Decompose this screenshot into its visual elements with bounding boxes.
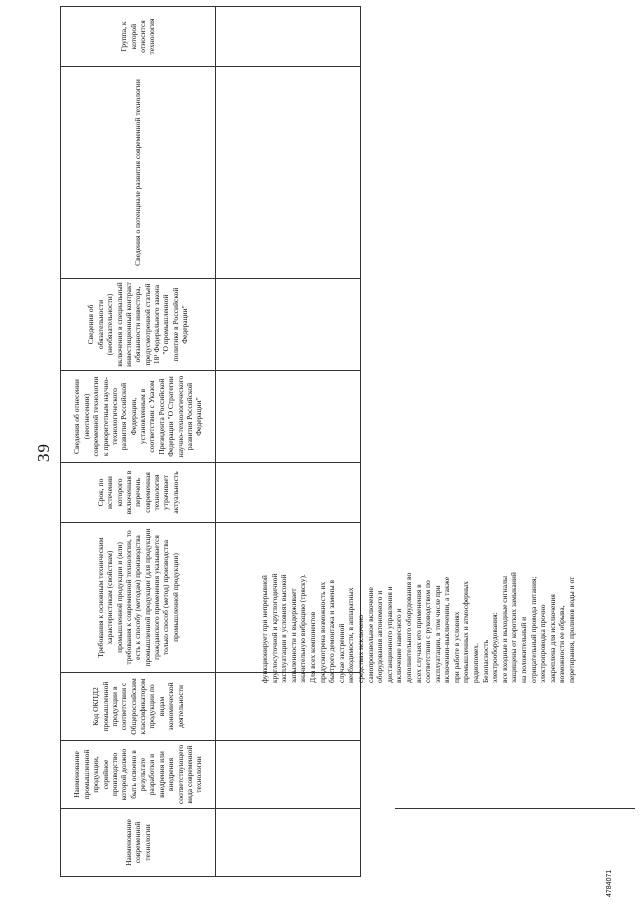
text-line: быстрого демонтажа и замены в <box>327 579 337 683</box>
text-line: Для всех компонентов <box>307 611 317 683</box>
text-line: отрицательный провода питания; <box>528 576 538 683</box>
text-line: самопроизвольное включение <box>365 587 375 683</box>
page-number: 39 <box>34 443 53 462</box>
table-cell <box>216 67 361 279</box>
text-line: Безопасность <box>480 639 490 683</box>
column-divider-line <box>395 808 635 809</box>
header-technical-requirements: Требования к основным техническим характеристикам (свойствам) промышленной продукции и (или) требования к современной технологии, то есть к способу (методам) производства промышленной продукции (для продукции гражданского применения указывается только способ (метод) производства промышленной продукции) <box>61 523 216 673</box>
table-cell <box>216 741 361 809</box>
text-line: включении-выключении, а также <box>442 576 452 683</box>
text-line: на положительный и <box>519 616 529 683</box>
text-line: все входные и выходные сигналы <box>499 576 509 683</box>
header-priority-directions: Сведения об отнесении (неотнесении) современной технологии к приоритетным научно-технологического развития Российской Федерации, установленным в соответствии с Указом Президента Российской Федерации "О Стратегии научно-технологического развития Российской Федерации" <box>61 371 216 463</box>
text-line: включение навесного и <box>394 608 404 683</box>
text-line: круглосуточной и круглогодичной <box>269 573 279 683</box>
table-cell <box>216 7 361 67</box>
text-line: эксплуатации в условиях высокой <box>279 574 289 683</box>
table-cell <box>216 279 361 371</box>
text-line: закреплена для исключения <box>547 594 557 683</box>
header-product-name: Наименование промышленной продукции, серийное производство которой должно быть освоено в результате разработки и внедрения или внедрения соответствующего вида современной технологии <box>61 741 216 809</box>
text-line: электрооборудования: <box>490 612 500 683</box>
table-row <box>216 7 361 877</box>
text-line: случае экстренной <box>336 623 346 683</box>
text-line: радиопомех. <box>471 643 481 683</box>
text-line: необходимости, в аппаратных <box>346 587 356 683</box>
text-line: эксплуатации, в том числе при <box>432 585 442 683</box>
text-line: соответствии с руководством по <box>423 580 433 683</box>
text-line: функционирует при непрерывной <box>260 575 269 683</box>
header-technology-name: Наименование современной технологии <box>61 809 216 877</box>
header-relevance-term: Срок, по истечении которого включенная в перечень современная технология утрачивает актуальность <box>61 463 216 523</box>
header-technology-group: Группа, к которой относится технология <box>61 7 216 67</box>
text-line: всех случаях его применения в <box>413 584 423 683</box>
header-investor-obligation: Сведения об обязательности (необязательности) включения в специальный инвестиционный контракт обязанности инвестора, предусмотренной статьей 18¹ Федерального закона "О промышленной политике в Российской Федерации" <box>61 279 216 371</box>
header-okpd2-code: Код ОКПД2 промышленной продукции в соответствии с Общероссийским классификатором продукции по видам экономической деятельности <box>61 673 216 741</box>
text-line: дистанционного управления и <box>384 586 394 683</box>
text-line: перетирания, проливов воды и от <box>567 576 576 683</box>
text-line: средствах исключено <box>355 614 365 683</box>
text-line: промышленных и атмосферных <box>461 581 471 683</box>
text-line: при работе в условиях <box>451 611 461 683</box>
table-cell <box>216 371 361 463</box>
text-line: возможности ее обрыва, <box>557 605 567 683</box>
document-code: 4784071 <box>606 869 613 897</box>
text-line: защищены от коротких замыканий <box>509 572 519 683</box>
technology-table <box>60 6 361 877</box>
text-line: дополнительного оборудования во <box>403 572 413 683</box>
text-line: электропроводка прочно <box>538 604 548 683</box>
continuation-text <box>260 483 577 683</box>
text-line: запыленности и выдерживает <box>288 588 298 683</box>
text-line: предусмотрена возможность их <box>317 581 327 683</box>
text-line: значительную вибрацию (тряску). <box>298 574 308 683</box>
table-cell <box>216 809 361 877</box>
header-development-potential: Сведения о потенциале развития современной технологии <box>61 67 216 279</box>
text-line: оборудования автономного и <box>375 590 385 683</box>
table-header-row <box>61 7 216 877</box>
